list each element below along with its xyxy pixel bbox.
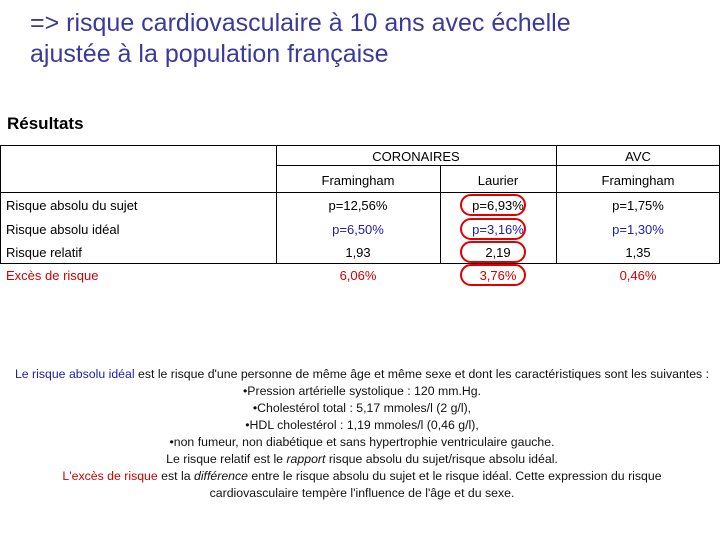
- cell-r4-c1: 6,06%: [339, 268, 377, 283]
- note-risque-relatif: [12, 451, 712, 468]
- note-relatif-pre: Le risque relatif est le: [166, 452, 287, 466]
- header-coronaires: CORONAIRES: [372, 149, 460, 164]
- cell-r3-c2: 2,19: [485, 245, 511, 260]
- row-label-risque-absolu-sujet: Risque absolu du sujet: [6, 198, 138, 213]
- row-label-risque-relatif: Risque relatif: [6, 245, 82, 260]
- cell-r4-c3: 0,46%: [619, 268, 657, 283]
- section-label: Résultats: [7, 114, 84, 133]
- table-line-header-bottom: [0, 192, 720, 193]
- term-exces-de-risque: L'excès de risque: [62, 469, 158, 483]
- page-title: [30, 8, 710, 70]
- row-label-risque-absolu-ideal: Risque absolu idéal: [6, 222, 120, 237]
- table-line-header-split: [276, 165, 720, 166]
- table-border-top: [0, 145, 720, 146]
- cell-r1-c3: p=1,75%: [612, 198, 664, 213]
- explanatory-notes: [12, 366, 712, 502]
- cell-r2-c3: p=1,30%: [612, 222, 664, 237]
- subheader-framingham-avc: Framingham: [601, 173, 675, 188]
- cell-r3-c3: 1,35: [625, 245, 651, 260]
- note-relatif-post: risque absolu du sujet/risque absolu idéal.: [325, 452, 558, 466]
- note-exces-risque: [12, 468, 712, 485]
- header-avc: AVC: [625, 149, 651, 164]
- subheader-framingham-coronaires: Framingham: [321, 173, 395, 188]
- cell-r2-c1: p=6,50%: [332, 222, 384, 237]
- note-exces-pre: est la: [157, 469, 194, 483]
- cell-r3-c1: 1,93: [345, 245, 371, 260]
- note-exces-post: entre le risque absolu du sujet et le risque idéal. Cette expression du risque: [248, 469, 662, 483]
- row-label-exces-risque: Excès de risque: [6, 268, 99, 283]
- table-border-bottom: [0, 263, 720, 264]
- title-line-2: ajustée à la population française: [30, 40, 389, 68]
- cell-r4-c2: 3,76%: [479, 268, 517, 283]
- bullet-hdl: •HDL cholestérol : 1,19 mmoles/l (0,46 g/l),: [245, 418, 479, 432]
- results-table: [0, 145, 720, 285]
- note-definition-ideal: [12, 366, 712, 383]
- bullet-pression: •Pression artérielle systolique : 120 mm.Hg.: [242, 384, 482, 398]
- note-relatif-em: rapport: [286, 452, 326, 466]
- bullet-cholesterol-total: •Cholestérol total : 5,17 mmoles/l (2 g/l),: [252, 401, 472, 415]
- note-definition-text: est le risque d'une personne de même âge et même sexe et dont les caractéristiques sont les suivantes :: [134, 367, 710, 381]
- bullet-non-fumeur: •non fumeur, non diabétique et sans hypertrophie ventriculaire gauche.: [169, 435, 555, 449]
- subheader-laurier: Laurier: [477, 173, 519, 188]
- title-line-1: => risque cardiovasculaire à 10 ans avec échelle: [30, 9, 571, 37]
- term-risque-absolu-ideal: Le risque absolu idéal: [14, 367, 135, 381]
- note-last-line: cardiovasculaire tempère l'influence de l'âge et du sexe.: [209, 486, 515, 500]
- cell-r1-c1: p=12,56%: [328, 198, 388, 213]
- cell-r2-c2: p=3,16%: [472, 222, 524, 237]
- note-exces-em: différence: [193, 469, 248, 483]
- cell-r1-c2: p=6,93%: [472, 198, 524, 213]
- table-border-left: [0, 145, 1, 263]
